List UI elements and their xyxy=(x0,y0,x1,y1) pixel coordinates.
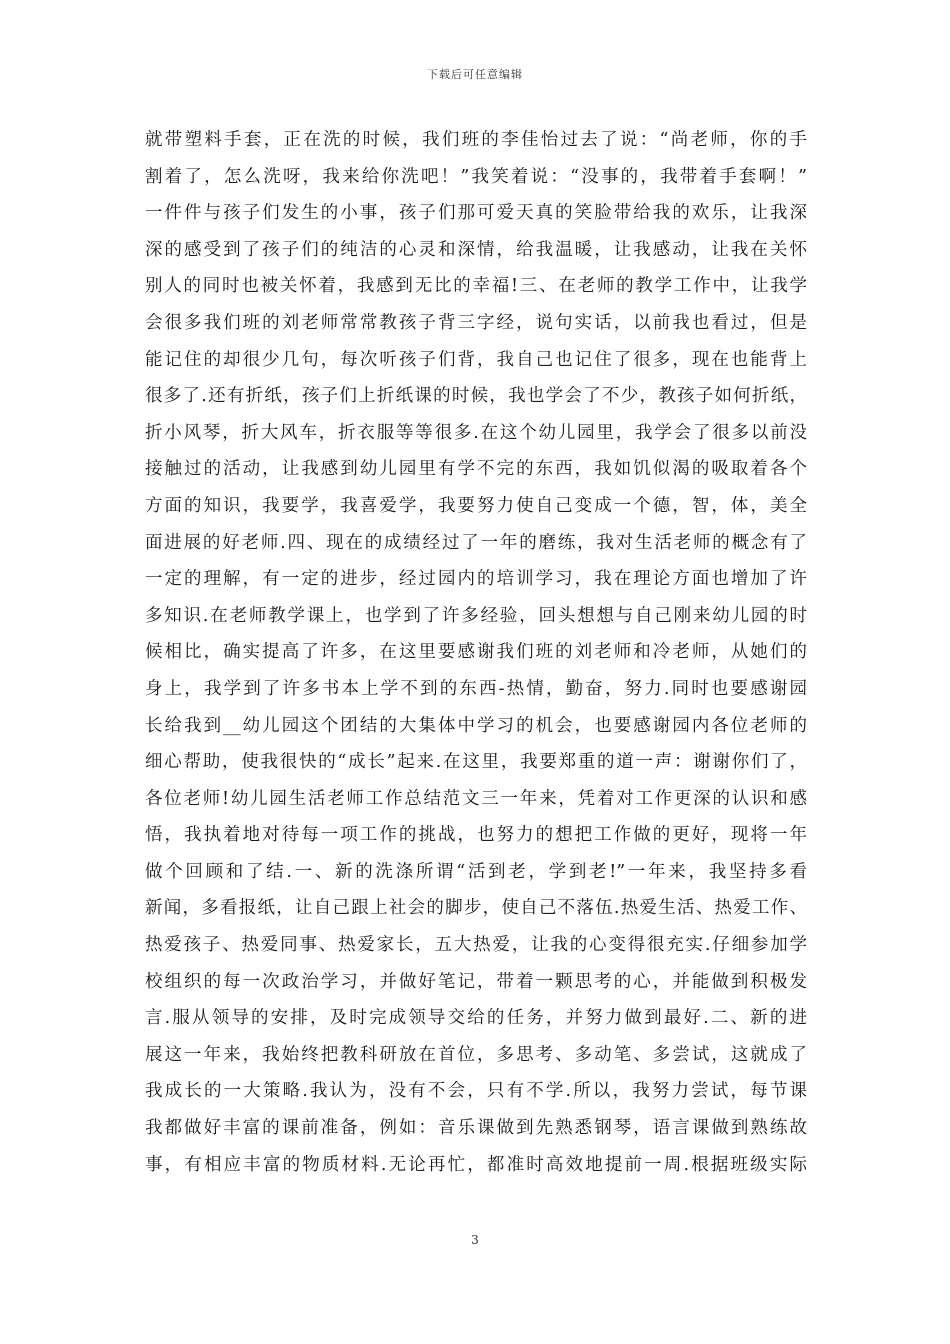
text-line: 细心帮助，使我很快的“成长”起来.在这里，我要郑重的道一声：谢谢你们了， xyxy=(145,752,807,773)
text-line: 一定的理解，有一定的进步，经过园内的培训学习，我在理论方面也增加了许 xyxy=(145,569,807,590)
page-header: 下载后可任意编辑 xyxy=(427,68,523,81)
text-line: 接触过的活动，让我感到幼儿园里有学不完的东西，我如饥似渴的吸取着各个 xyxy=(145,459,807,480)
text-line: 很多了.还有折纸，孩子们上折纸课的时候，我也学会了不少，教孩子如何折纸， xyxy=(145,386,807,407)
text-line: 热爱孩子、热爱同事、热爱家长，五大热爱，让我的心变得很充实.仔细参加学 xyxy=(145,935,807,956)
text-line: 言.服从领导的安排，及时完成领导交给的任务，并努力做到最好.二、新的进 xyxy=(145,1008,807,1029)
text-line: 方面的知识，我要学，我喜爱学，我要努力使自己变成一个德，智，体，美全 xyxy=(145,495,807,516)
text-line: 割着了，怎么洗呀，我来给你洗吧！”我笑着说：“没事的，我带着手套啊！” xyxy=(145,166,807,187)
text-line: 一件件与孩子们发生的小事，孩子们那可爱天真的笑脸带给我的欢乐，让我深 xyxy=(145,203,807,224)
text-line: 展这一年来，我始终把教科研放在首位，多思考、多动笔、多尝试，这就成了 xyxy=(145,1044,807,1065)
text-line: 能记住的却很少几句，每次听孩子们背，我自己也记住了很多，现在也能背上 xyxy=(145,349,807,370)
text-line: 做个回顾和了结.一、新的洗涤所谓“活到老，学到老!”一年来，我坚持多看 xyxy=(145,861,807,882)
text-line: 我都做好丰富的课前准备，例如：音乐课做到先熟悉钢琴，语言课做到熟练故 xyxy=(145,1118,807,1139)
text-line: 悟，我执着地对待每一项工作的挑战，也努力的想把工作做的更好，现将一年 xyxy=(145,825,807,846)
page-number: 3 xyxy=(471,1233,479,1247)
text-line: 新闻，多看报纸，让自己跟上社会的脚步，使自己不落伍.热爱生活、热爱工作、 xyxy=(145,898,807,919)
text-line: 别人的同时也被关怀着，我感到无比的幸福!三、在老师的教学工作中，让我学 xyxy=(145,276,807,297)
text-line: 多知识.在老师教学课上，也学到了许多经验，回头想想与自己刚来幼儿园的时 xyxy=(145,605,807,626)
text-line: 身上，我学到了许多书本上学不到的东西-热情，勤奋，努力.同时也要感谢园 xyxy=(145,678,807,699)
text-line: 事，有相应丰富的物质材料.无论再忙，都准时高效地提前一周.根据班级实际 xyxy=(145,1154,807,1175)
text-line: 会很多我们班的刘老师常常教孩子背三字经，说句实话，以前我也看过，但是 xyxy=(145,312,807,333)
text-line: 面进展的好老师.四、现在的成绩经过了一年的磨练，我对生活老师的概念有了 xyxy=(145,532,807,553)
text-line: 候相比，确实提高了许多，在这里要感谢我们班的刘老师和冷老师，从她们的 xyxy=(145,642,807,663)
text-line: 深的感受到了孩子们的纯洁的心灵和深情，给我温暖，让我感动，让我在关怀 xyxy=(145,239,807,260)
text-line: 校组织的每一次政治学习，并做好笔记，带着一颗思考的心，并能做到积极发 xyxy=(145,971,807,992)
text-line: 各位老师!幼儿园生活老师工作总结范文三一年来，凭着对工作更深的认识和感 xyxy=(145,788,807,809)
document-body xyxy=(145,122,807,1183)
text-line: 就带塑料手套，正在洗的时候，我们班的李佳怡过去了说：“尚老师，你的手 xyxy=(145,130,807,150)
text-line: 我成长的一大策略.我认为，没有不会，只有不学.所以，我努力尝试，每节课 xyxy=(145,1081,807,1102)
text-line: 折小风琴，折大风车，折衣服等等很多.在这个幼儿园里，我学会了很多以前没 xyxy=(145,422,807,443)
text-line: 长给我到__幼儿园这个团结的大集体中学习的机会，也要感谢园内各位老师的 xyxy=(145,715,807,736)
